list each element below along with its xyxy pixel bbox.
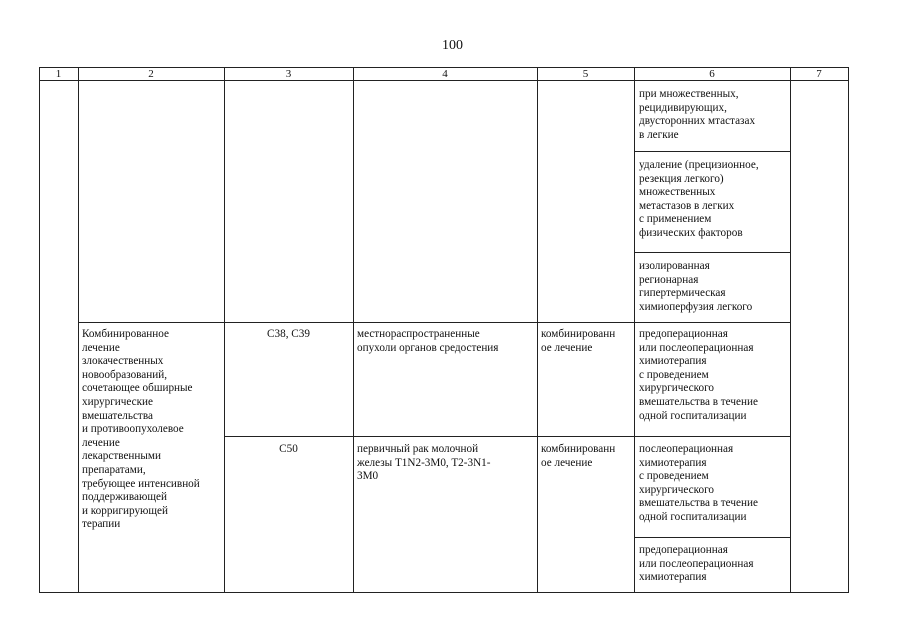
header-col-2: 2 bbox=[148, 68, 154, 80]
header-col-1: 1 bbox=[55, 68, 62, 80]
treatment-method-cell: изолированная регионарная гипертермическая химиоперфузия легкого bbox=[639, 260, 753, 313]
header-bottom-border bbox=[39, 80, 848, 81]
table-bottom-border bbox=[39, 592, 848, 593]
row-divider bbox=[78, 322, 790, 323]
row-divider bbox=[634, 252, 790, 253]
treatment-type-cell: комбинированн ое лечение bbox=[541, 328, 616, 354]
header-col-5: 5 bbox=[582, 68, 589, 80]
treatment-method-cell: при множественных, рецидивирующих, двусторонних мтастазах в легкие bbox=[639, 88, 756, 141]
header-col-7: 7 bbox=[816, 68, 822, 80]
treatment-method-cell: удаление (прецизионное, резекция легкого) множественных метастазов в легких с применением физических факторов bbox=[639, 159, 759, 239]
row-divider bbox=[634, 537, 790, 538]
column-divider bbox=[39, 67, 40, 593]
icd-codes-cell: C38, C39 bbox=[267, 328, 310, 340]
patient-model-cell: первичный рак молочной железы T1N2-3M0, T2-3N1- 3M0 bbox=[357, 443, 491, 483]
column-divider bbox=[848, 67, 849, 593]
icd-codes-cell: C50 bbox=[279, 443, 298, 455]
treatment-method-cell: предоперационная или послеоперационная химиотерапия bbox=[639, 544, 754, 584]
column-divider bbox=[537, 67, 538, 593]
header-col-6: 6 bbox=[709, 68, 715, 80]
treatment-method-cell: предоперационная или послеоперационная химиотерапия с проведением хирургического вмешательства в течение одной госпитализации bbox=[639, 328, 758, 422]
header-col-3: 3 bbox=[285, 68, 292, 80]
column-divider bbox=[78, 67, 79, 593]
column-divider bbox=[790, 67, 791, 593]
column-divider bbox=[353, 67, 354, 593]
treatment-method-cell: послеоперационная химиотерапия с проведением хирургического вмешательства в течение одной госпитализации bbox=[639, 443, 758, 523]
header-col-4: 4 bbox=[442, 68, 448, 80]
row-divider bbox=[224, 436, 790, 437]
care-type-name-cell: Комбинированное лечение злокачественных новообразований, сочетающее обширные хирургические вмешательства и противоопухолевое лечение лекарственными препаратами, требующее интенсивной поддерживающей и корригирующей терапии bbox=[82, 328, 200, 531]
treatment-type-cell: комбинированн ое лечение bbox=[541, 443, 616, 469]
patient-model-cell: местнораспространенные опухоли органов средостения bbox=[357, 328, 499, 354]
page-number: 100 bbox=[442, 38, 463, 53]
column-divider bbox=[634, 67, 635, 593]
row-divider bbox=[634, 151, 790, 152]
